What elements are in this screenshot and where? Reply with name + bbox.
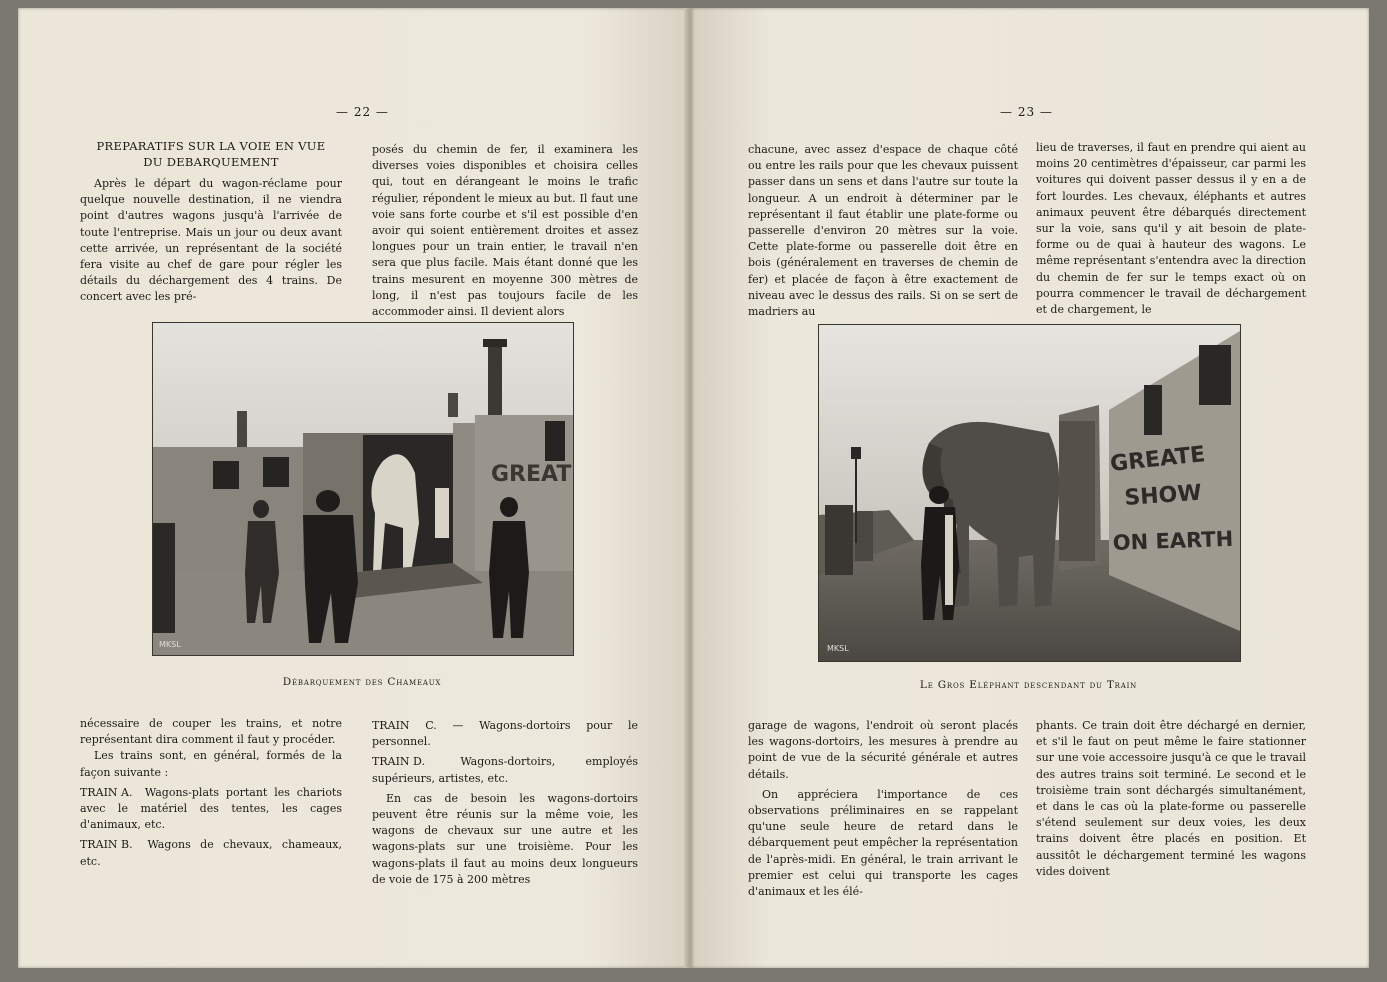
elephant-illustration [819, 325, 1240, 661]
right-page-column-1-bottom [748, 718, 1018, 900]
paragraph: phants. Ce train doit être déchargé en dernier, et s'il le faut on peut même le faire stationner sur une voie accessoire jusqu'à ce que le travail des autres trains soit terminé. Le second et le troisième train sont déchargés simultanément, et dans le cas où la plate-forme ou passerelle s'étend seulement sur deux voies, les deux trains doivent être placés en position. Et aussitôt le déchargement terminé les wagons vides doivent [1036, 719, 1306, 878]
page-number: — 22 — [336, 105, 389, 119]
paragraph: posés du chemin de fer, il examinera les diverses voies disponibles et choisira celles qui, tout en dérangeant le moins le trafic régulier, répondent le mieux au but. Il faut une voie sans forte courbe et s'il est possible d'en avoir qui soient entièrement droites et assez longues pour un train entier, le travail n'en sera que plus facile. Mais étant donné que les trains mesurent en moyenne 300 mètres de long, il n'est pas toujours facile de les accommoder ainsi. Il devient alors [372, 143, 638, 319]
photo-caption: Le Gros Eléphant descendant du Train [919, 679, 1138, 691]
train-b-entry [80, 837, 342, 869]
train-c-entry [372, 718, 638, 750]
paragraph: On appréciera l'importance de ces observations préliminaires en se rappelant qu'une seule heure de retard dans le débarquement peut empêcher la représentation de l'après-midi. En général, le train arrivant le premier est celui qui transporte les cages d'animaux et les élé- [748, 787, 1018, 899]
wagon-lettering-1: GREATE [1109, 442, 1207, 477]
paragraph: nécessaire de couper les trains, et notre représentant dira comment il faut y procéder. [80, 717, 342, 747]
right-page [692, 8, 1369, 968]
train-a-entry [80, 785, 342, 834]
left-page-column-1-top [80, 138, 342, 306]
paragraph: Les trains sont, en général, formés de la façon suivante : [80, 749, 342, 779]
paragraph: chacune, avec assez d'espace de chaque côté ou entre les rails pour que les chevaux puissent passer dans un sens et dans l'autre sur toute la longueur. A un endroit à déterminer par le représentant il faut établir une plate-forme ou passerelle d'environ 20 mètres sur la voie. Cette plate-forme ou passerelle doit être en bois (généralement en traverses de chemin de fer) et placée de façon à être exactement de niveau avec le dessus des rails. Si on se sert de madriers au [748, 143, 1018, 319]
right-page-column-1-top [748, 142, 1018, 320]
train-b-label: TRAIN B. [80, 838, 133, 852]
right-page-column-2-top [1036, 140, 1306, 318]
train-c-label: TRAIN C. [372, 719, 437, 732]
camel-unloading-illustration [153, 323, 573, 655]
elephant-photo [818, 324, 1241, 662]
wagon-lettering: GREAT [491, 462, 572, 487]
train-d-entry [372, 754, 638, 786]
paragraph: lieu de traverses, il faut en prendre qui aient au moins 20 centimètres d'épaisseur, car parmi les voitures qui doivent passer dessus il y en a de fort lourdes. Les chevaux, éléphants et autres animaux peuvent être débarqués directement sur la voie, sans qu'il y ait besoin de plate-forme ou de quai à hauteur des wagons. Le même représentant s'entendra avec la direction du chemin de fer sur le temps exact où on pourra commencer le travail de déchargement et de chargement, le [1036, 141, 1306, 317]
wagon-lettering-3: ON EARTH [1112, 526, 1234, 555]
page-number: — 23 — [1000, 105, 1053, 119]
left-page [18, 8, 688, 968]
section-heading: PREPARATIFS SUR LA VOIE EN VUE DU DEBARQUEMENT [96, 139, 326, 169]
photo-mark: MKSL [159, 640, 181, 649]
train-d-description: Wagons-dortoirs, employés supérieurs, artistes, etc. [372, 755, 639, 785]
paragraph: Après le départ du wagon-réclame pour quelque nouvelle destination, il ne viendra point d'autres wagons jusqu'à l'arrivée de toute l'entreprise. Mais un jour ou deux avant cette arrivée, un représentant de la société fera visite au chef de gare pour régler les détails du déchargement des 4 trains. De concert avec les pré- [80, 177, 342, 304]
right-page-column-2-bottom [1036, 718, 1306, 880]
camel-unloading-photo [152, 322, 574, 656]
train-a-description: Wagons-plats portant les chariots avec le matériel des tentes, les cages d'animaux, etc. [80, 785, 343, 832]
train-d-label: TRAIN D. [372, 755, 425, 769]
wagon-lettering-2: SHOW [1123, 480, 1203, 511]
train-b-description: Wagons de chevaux, chameaux, etc. [80, 838, 342, 868]
left-page-column-2-top [372, 142, 638, 320]
paragraph: En cas de besoin les wagons-dortoirs peuvent être réunis sur la même voie, les wagons de chevaux sur une autre et les wagons-plats sur une troisième. Pour les wagons-plats il faut au moins deux longueurs de voie de 175 à 200 mètres [372, 791, 638, 886]
photo-mark: MKSL [827, 644, 849, 653]
left-page-column-2-bottom [372, 718, 638, 888]
left-page-column-1-bottom [80, 716, 342, 870]
photo-caption: Débarquement des Chameaux [282, 676, 442, 688]
train-a-label: TRAIN A. [80, 785, 133, 799]
paragraph: garage de wagons, l'endroit où seront placés les wagons-dortoirs, les mesures à prendre au point de vue de la sécurité générale et autres détails. [748, 719, 1018, 781]
train-c-description: — Wagons-dortoirs pour le personnel. [372, 719, 638, 749]
